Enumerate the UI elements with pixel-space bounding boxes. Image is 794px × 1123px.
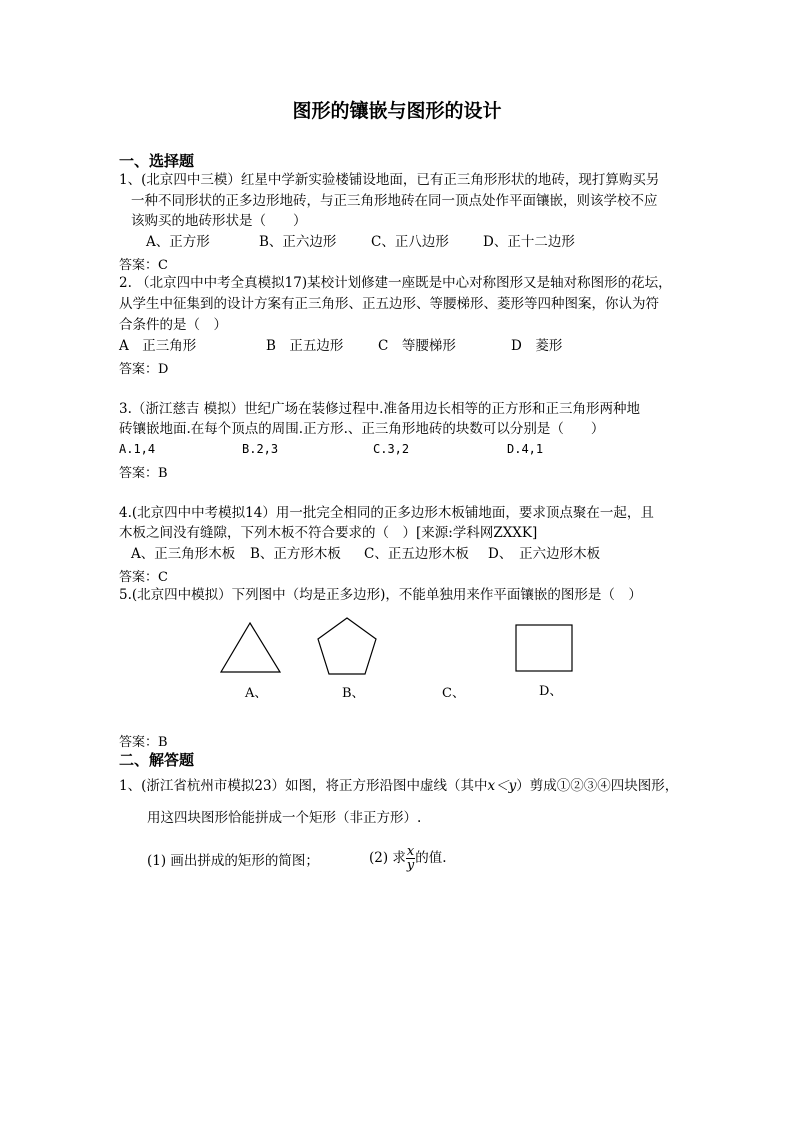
q5-label-d: D、 [539,684,563,699]
q2-option-a: A 正三角形 [119,338,197,354]
q4-option-b: B、正方形木板 [250,546,341,562]
p1-sub2 [369,845,447,872]
square-figure [512,622,576,674]
fraction-x-over-y [406,845,415,872]
q5-label-c: C、 [442,686,465,701]
q3-answer: 答案：B [119,466,168,481]
q2-line2: 从学生中征集到的设计方案有正三角形、正五边形、等腰梯形、菱形等四种图案，你认为符 [119,296,659,312]
p1-inequality: x＜y [487,778,517,794]
q1-option-c: C、正八边形 [371,234,449,250]
q3-option-d: D.4,1 [507,442,544,456]
p1-sub1: (1) 画出拼成的矩形的简图； [147,853,319,869]
q4-line1: 4.(北京四中中考模拟14）用一批完全相同的正多边形木板铺地面，要求顶点聚在一起，且 [119,505,654,521]
q2-option-b: B 正五边形 [266,338,344,354]
q4-option-a: A、正三角形木板 [131,546,236,562]
q4-option-c: C、正五边形木板 [364,546,469,562]
page-title: 图形的镶嵌与图形的设计 [292,100,502,122]
q3-option-b: B.2,3 [242,442,279,456]
p1-line1-text-a: 1、(浙江省杭州市模拟23）如图，将正方形沿图中虚线（其中 [119,778,488,794]
pentagon-figure [312,615,382,677]
q2-line1: 2. （北京四中中考全真模拟17)某校计划修建一座既是中心对称图形又是轴对称图形的花坛， [119,275,672,291]
q1-option-d: D、正十二边形 [483,234,575,250]
q4-line2: 木板之间没有缝隙，下列木板不符合要求的（ ）[来源:学科网ZXXK] [119,525,538,541]
q5-answer: 答案：B [119,735,168,750]
p1-line2: 用这四块图形恰能拼成一个矩形（非正方形）. [147,810,422,826]
q1-option-b: B、正六边形 [259,234,337,250]
p1-sub2-text-a: (2) 求 [369,850,406,866]
q1-line1: 1、(北京四中三模）红星中学新实验楼铺设地面，已有正三角形形状的地砖，现打算购买另 [119,172,660,188]
fraction-denominator: y [406,858,415,873]
q1-line3: 该购买的地砖形状是（ ） [131,213,307,229]
q4-option-d: D、 正六边形木板 [488,546,601,562]
q3-line1: 3.（浙江慈吉 模拟）世纪广场在装修过程中.准备用边长相等的正方形和正三角形两种地 [119,401,640,417]
q5-label-a: A、 [245,686,268,701]
q2-line3: 合条件的是（ ） [119,317,227,333]
q4-answer: 答案：C [119,570,168,585]
q1-line2: 一种不同形状的正多边形地砖，与正三角形地砖在同一顶点处作平面镶嵌，则该学校不应 [131,193,658,209]
section-heading-solution: 二、解答题 [119,751,195,769]
q5-line1: 5.(北京四中模拟）下列图中（均是正多边形)，不能单独用来作平面镶嵌的图形是（ ） [119,587,642,603]
triangle-figure [215,618,285,676]
q3-line2: 砖镶嵌地面.在每个顶点的周围.正方形.、正三角形地砖的块数可以分别是（ ） [119,421,605,437]
q1-answer: 答案：C [119,258,168,273]
q5-label-b: B、 [342,686,365,701]
q2-answer: 答案：D [119,362,169,377]
p1-sub2-text-b: 的值. [415,850,447,866]
p1-line1-text-b: ）剪成①②③④四块图形， [516,778,679,794]
q2-option-c: C 等腰梯形 [378,338,456,354]
p1-line1 [119,776,678,796]
q2-option-d: D 菱形 [511,338,563,354]
q3-option-c: C.3,2 [373,442,410,456]
fraction-numerator: x [406,844,415,859]
section-heading-choice: 一、选择题 [119,152,195,170]
q3-option-a: A.1,4 [119,442,156,456]
q1-option-a: A、正方形 [146,234,210,250]
